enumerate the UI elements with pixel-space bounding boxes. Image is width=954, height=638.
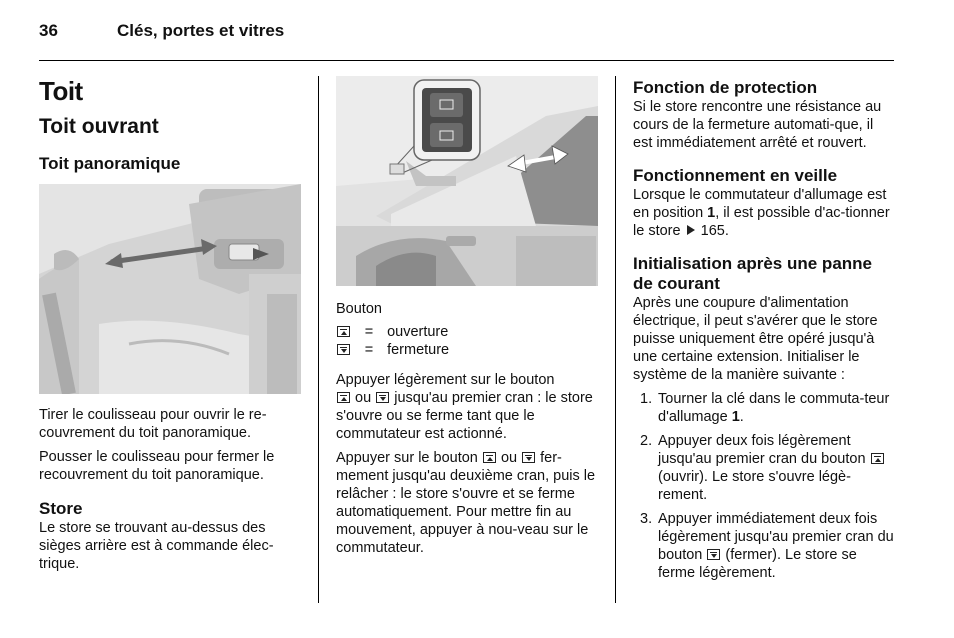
panoramic-roof-illustration <box>39 184 301 394</box>
para-press-firm: Appuyer sur le bouton ou fer-mement jusqu'au deuxième cran, puis le relâcher : le store s'ouvre et se ferme automatiquement. Pour mettre fin au mouvement, appuyer à nou-veau sur le commutateur. <box>336 450 596 556</box>
list-item: 1. Tourner la clé dans le commuta-teur d'allumage 1. <box>640 391 890 425</box>
page-reference-icon <box>687 225 695 235</box>
store-close-icon <box>522 452 535 463</box>
section-title-store: Store <box>39 499 83 518</box>
para-veille: Lorsque le commutateur d'allumage est en position 1, il est possible d'ac-tionner le store 165. <box>633 187 890 239</box>
subtitle: Toit ouvrant <box>39 115 159 138</box>
column-divider-1 <box>318 76 319 603</box>
sunblind-switch-illustration <box>336 76 598 286</box>
section-title-initialisation: Initialisation après une panne de courant <box>633 254 872 293</box>
store-close-icon <box>707 549 720 560</box>
store-open-icon <box>483 452 496 463</box>
steps-list <box>633 390 895 582</box>
store-open-icon <box>337 392 350 403</box>
list-item: 2. Appuyer deux fois légèrement jusqu'au premier cran du bouton (ouvrir). Le store s'ouvre légè-rement. <box>633 432 895 504</box>
para-close: Pousser le coulisseau pour fermer le recouvrement du toit panoramique. <box>39 449 275 483</box>
legend-close-row: = fermeture <box>336 341 601 359</box>
para-press-light: Appuyer légèrement sur le bouton ou jusqu'au premier cran : le store s'ouvre ou se ferme tant que le commutateur est actionné. <box>336 372 593 442</box>
store-open-icon <box>337 326 350 337</box>
list-item: 3. Appuyer immédiatement deux fois légèrement jusqu'au premier cran du bouton (fermer). Le store se ferme légèrement. <box>640 511 894 581</box>
para-protection: Si le store rencontre une résistance au cours de la fermeture automati-que, il est immédiatement arrêté et rouvert. <box>633 99 882 151</box>
section-title-veille: Fonctionnement en veille <box>633 166 838 185</box>
para-store: Le store se trouvant au-dessus des sièges arrière est à commande élec-trique. <box>39 520 274 572</box>
column-divider-2 <box>615 76 616 603</box>
legend-close-text: fermeture <box>387 342 450 358</box>
legend-open-text: ouverture <box>387 324 449 340</box>
legend-open-row: = ouverture <box>336 323 601 341</box>
section-title-panoramique: Toit panoramique <box>39 154 181 173</box>
page-number: 36 <box>39 21 58 40</box>
page-title: Toit <box>39 76 83 106</box>
store-open-icon <box>871 453 884 464</box>
para-open: Tirer le coulisseau pour ouvrir le re-couvrement du toit panoramique. <box>39 407 267 441</box>
store-close-icon <box>337 344 350 355</box>
store-close-icon <box>376 392 389 403</box>
para-initialisation: Après une coupure d'alimentation électrique, il peut s'avérer que le store puisse uniquement être opéré jusqu'à une certaine extension. Initialiser le système de la manière suivante : <box>633 295 878 383</box>
chapter-title: Clés, portes et vitres <box>117 21 285 40</box>
label-bouton: Bouton <box>336 301 382 317</box>
section-title-protection: Fonction de protection <box>633 78 818 97</box>
header-rule <box>39 60 894 61</box>
